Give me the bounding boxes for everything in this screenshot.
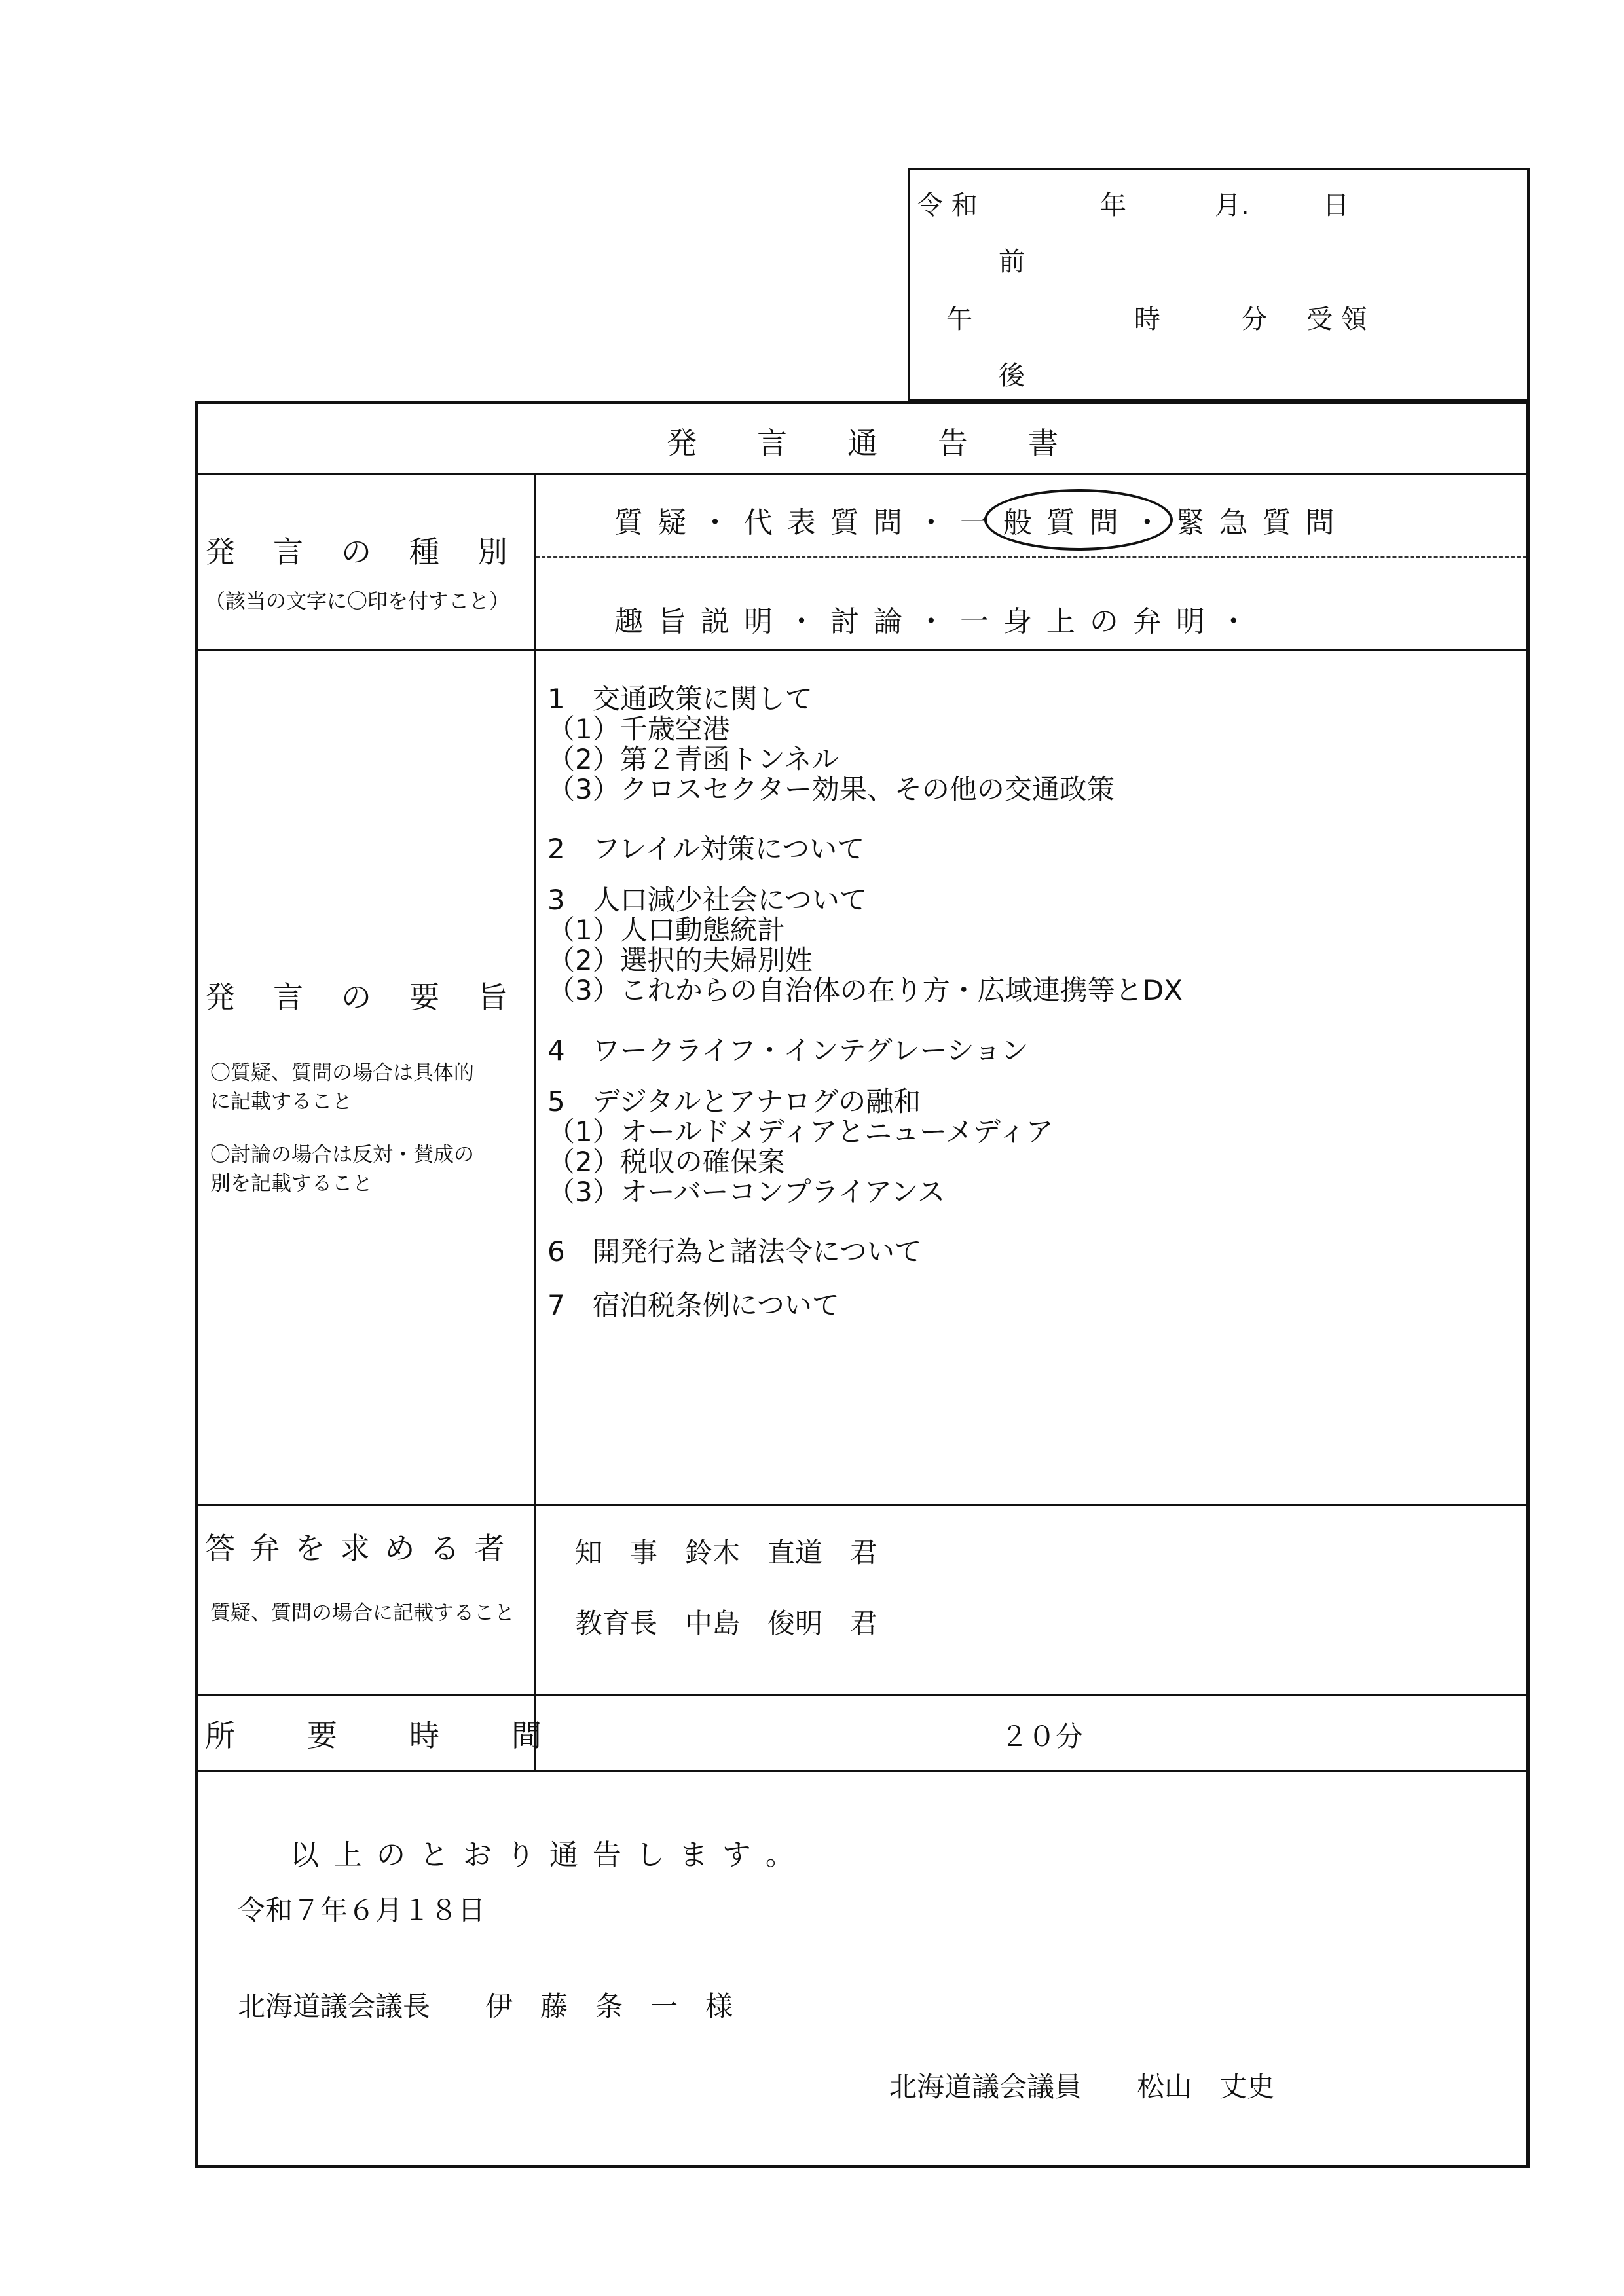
sender: 北海道議会議員 松山 丈史: [889, 2071, 1275, 2103]
summary-item: （1）千歳空港: [547, 713, 730, 745]
receipt-day: 日: [1323, 191, 1349, 221]
summary-item: 1 交通政策に関して: [547, 683, 813, 715]
summary-item: （2）第２青函トンネル: [547, 743, 840, 775]
receipt-pm: 後: [999, 361, 1025, 391]
receipt-hour: 時: [1134, 304, 1160, 335]
selection-circle: [984, 489, 1173, 551]
summary-item: 6 開発行為と諸法令について: [547, 1235, 922, 1267]
addressee: 北海道議会議長 伊 藤 条 一 様: [238, 1990, 733, 2022]
type-options-row2: 趣 旨 説 明 ・ 討 論 ・ 一 身 上 の 弁 明 ・: [614, 605, 1251, 638]
receipt-era: 令 和: [917, 191, 978, 221]
receipt-minute: 分: [1241, 304, 1267, 335]
time-value: ２０分: [1001, 1721, 1084, 1753]
receipt-label: 受 領: [1306, 304, 1367, 335]
form-title: 発 言 通 告 書: [667, 426, 1058, 461]
summary-item: （3）オーバーコンプライアンス: [547, 1176, 946, 1208]
receipt-gozen-go: 午: [946, 304, 972, 335]
notice-statement: 以 上 の と お り 通 告 し ま す 。: [290, 1838, 797, 1872]
summary-item: 5 デジタルとアナログの融和: [547, 1085, 921, 1118]
notice-form: [195, 401, 1530, 2168]
receipt-am: 前: [999, 247, 1025, 277]
summary-label: 発 言 の 要 旨: [205, 979, 511, 1015]
summary-item: （2）選択的夫婦別姓: [547, 944, 813, 976]
summary-item: （1）人口動態統計: [547, 914, 785, 946]
column-divider: [534, 473, 536, 1770]
summary-note-question: 〇質疑、質問の場合は具体的に記載すること: [210, 1061, 474, 1114]
respondent-note: 質疑、質問の場合に記載すること: [210, 1601, 515, 1625]
type-label: 発 言 の 種 別: [205, 534, 511, 570]
receipt-year: 年: [1100, 191, 1126, 221]
type-note: （該当の文字に〇印を付すこと）: [205, 590, 509, 613]
summary-item: 2 フレイル対策について: [547, 833, 865, 865]
summary-item: 3 人口減少社会について: [547, 884, 867, 916]
divider: [198, 1694, 1526, 1696]
receipt-stamp-box: [908, 168, 1530, 402]
summary-note-debate: 〇討論の場合は反対・賛成の別を記載すること: [210, 1143, 474, 1195]
summary-item: （1）オールドメディアとニューメディア: [547, 1116, 1054, 1148]
receipt-month: 月.: [1215, 191, 1249, 221]
respondent-governor: 知 事 鈴木 直道 君: [575, 1537, 878, 1569]
summary-item: 4 ワークライフ・インテグレーション: [547, 1034, 1029, 1066]
divider: [198, 1504, 1526, 1506]
summary-item: （2）税収の確保案: [547, 1146, 785, 1178]
summary-item: （3）これからの自治体の在り方・広域連携等とDX: [547, 974, 1183, 1006]
divider: [198, 473, 1526, 475]
divider: [198, 649, 1526, 651]
summary-item: 7 宿泊税条例について: [547, 1289, 840, 1321]
summary-item: （3）クロスセクター効果、その他の交通政策: [547, 773, 1115, 805]
time-label: 所 要 時 間: [205, 1718, 545, 1753]
dashed-divider: [536, 556, 1526, 558]
divider: [198, 1770, 1526, 1772]
respondent-education-chief: 教育長 中島 俊明 君: [575, 1607, 878, 1639]
respondent-label: 答 弁 を 求 め る 者: [205, 1531, 507, 1566]
notice-date: 令和７年６月１８日: [238, 1894, 486, 1926]
type-options-row1: 質 疑 ・ 代 表 質 問 ・ 一 般 質 問 ・ 緊 急 質 問: [614, 506, 1337, 539]
